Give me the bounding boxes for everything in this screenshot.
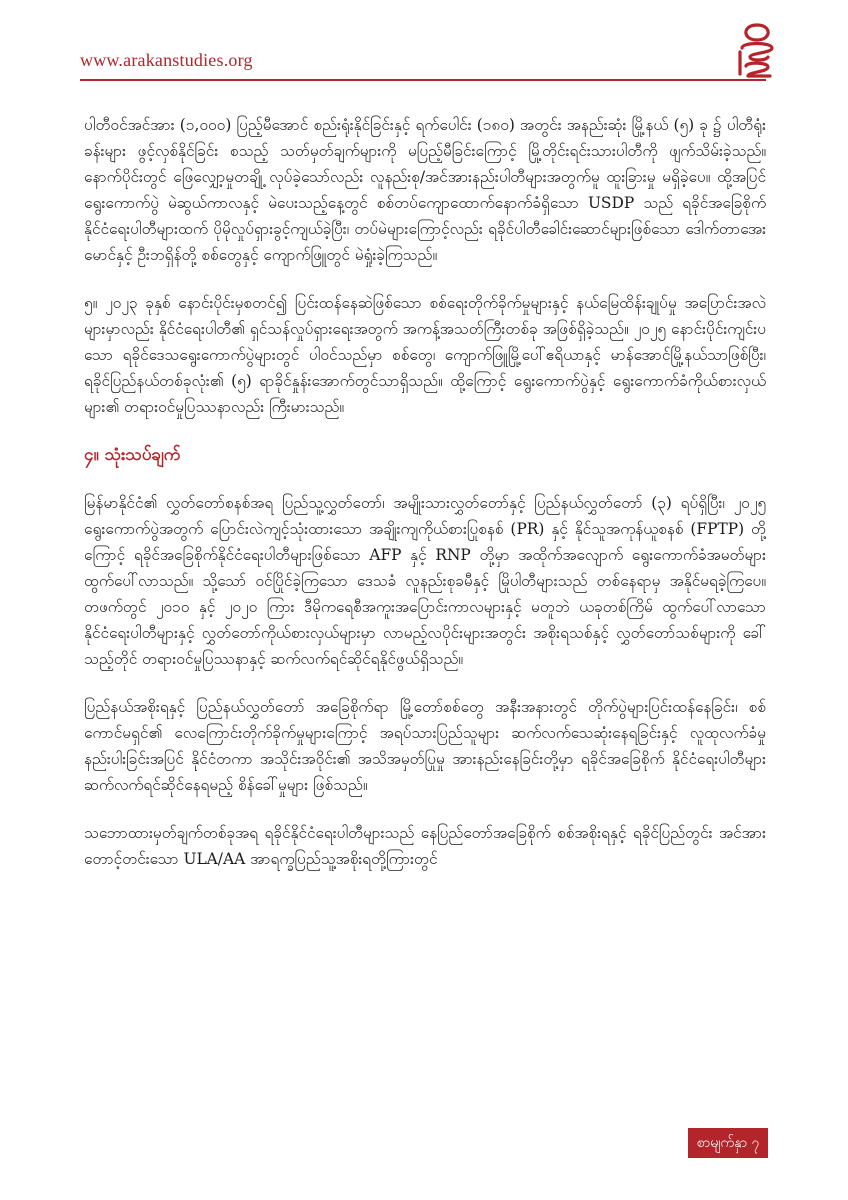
section-heading: ၄။ သုံးသပ်ချက် [84,445,181,465]
header-divider [80,79,766,81]
arakan-studies-logo-icon [736,20,778,80]
document-body [84,112,766,894]
page-number-badge: စာမျက်နှာ ၇ [688,1128,768,1158]
body-paragraph-1: ပါတီဝင်အင်အား (၁,၀၀၀) ပြည့်မီအောင် စည်းရုံးနိုင်ခြင်းနှင့် ရက်ပေါင်း (၁၈၀) အတွင်း အနည်းဆုံး မြို့နယ် (၅) ခု ၌ ပါတီရုံးခန်းများ ဖွင့်လှစ်နိုင်ခြင်း စသည့် သတ်မှတ်ချက်များကို မပြည့်မီခြင်းကြောင့် မြို့တိုင်းရင်းသားပါတီကို ဖျက်သိမ်းခဲ့သည်။ နောက်ပိုင်းတွင် ဖြေလျှော့မှုတချို့ လုပ်ခဲ့သော်လည်း လူနည်းစု/အင်အားနည်းပါတီများအတွက်မူ ထူးခြားမှု မရှိခဲ့ပေ။ ထို့အပြင် ရွေးကောက်ပွဲ မဲဆွယ်ကာလနှင့် မဲပေးသည့်နေ့တွင် စစ်တပ်ကျောထောက်နောက်ခံရှိသော USDP သည် ရခိုင်အခြေစိုက်နိုင်ငံရေးပါတီများထက် ပိုမိုလှုပ်ရှားခွင့်ကျယ်ခဲ့ပြီး၊ တပ်မဲများကြောင့်လည်း ရခိုင်ပါတီခေါင်းဆောင်များဖြစ်သော ဒေါက်တာအေးမောင်နှင့် ဦးဘရှိန်တို့ စစ်တွေနှင့် ကျောက်ဖြူတွင် မဲရှုံးခဲ့ကြသည်။ [84,116,766,264]
body-paragraph-4: ပြည်နယ်အစိုးရနှင့် ပြည်နယ်လွှတ်တော် အခြေစိုက်ရာ မြို့တော်စစ်တွေ အနီးအနားတွင် တိုက်ပွဲများပြင်းထန်နေခြင်း၊ စစ်ကောင်မရှင်၏ လေကြောင်းတိုက်ခိုက်မှုများကြောင့် အရပ်သားပြည်သူများ ဆက်လက်သေဆုံးနေရခြင်းနှင့် လူထုလက်ခံမှုနည်းပါးခြင်းအပြင် နိုင်ငံတကာ အသိုင်းအဝိုင်း၏ အသိအမှတ်ပြုမှု အားနည်းနေခြင်းတို့မှာ ရခိုင်အခြေစိုက် နိုင်ငံရေးပါတီများ ဆက်လက်ရင်ဆိုင်နေရမည့် စိန်ခေါ်မှုများ ဖြစ်သည်။ [84,698,766,794]
body-paragraph-5: သဘောထားမှတ်ချက်တစ်ခုအရ ရခိုင်နိုင်ငံရေးပါတီများသည် နေပြည်တော်အခြေစိုက် စစ်အစိုးရနှင့် ရခိုင်ပြည်တွင်း အင်အားတောင့်တင်းသော ULA/AA အာရက္ခပြည်သူ့အစိုးရတို့ကြားတွင် [84,824,766,868]
body-paragraph-3: မြန်မာနိုင်ငံ၏ လွှတ်တော်စနစ်အရ ပြည်သူ့လွှတ်တော်၊ အမျိုးသားလွှတ်တော်နှင့် ပြည်နယ်လွှတ်တော် (၃) ရပ်ရှိပြီး၊ ၂၀၂၅ ရွေးကောက်ပွဲအတွက် ပြောင်းလဲကျင့်သုံးထားသော အချိုးကျကိုယ်စားပြုစနစ် (PR) နှင့် နိုင်သူအကုန်ယူစနစ် (FPTP) တို့ကြောင့် ရခိုင်အခြေစိုက်နိုင်ငံရေးပါတီများဖြစ်သော AFP နှင့် RNP တို့မှာ အထိုက်အလျောက် ရွေးကောက်ခံအမတ်များ ထွက်ပေါ်လာသည်။ သို့သော် ဝင်ပြိုင်ခဲ့ကြသော ဒေသခံ လူနည်းစုခမီနှင့် မြိုပါတီများသည် တစ်နေရာမှ အနိုင်မရခဲ့ကြပေ။ တဖက်တွင် ၂၀၁၀ နှင့် ၂၀၂၀ ကြား ဒီမိုကရေစီအကူးအပြောင်းကာလများနှင့် မတူဘဲ ယခုတစ်ကြိမ် ထွက်ပေါ်လာသော နိုင်ငံရေးပါတီများနှင့် လွှတ်တော်ကိုယ်စားလှယ်များမှာ လာမည့်လပိုင်းများအတွင်း အစိုးရသစ်နှင့် လွှတ်တော်သစ်များကို ခေါ်သည့်တိုင် တရားဝင်မှုပြဿနာနှင့် ဆက်လက်ရင်ဆိုင်ရနိုင်ဖွယ်ရှိသည်။ [84,494,766,668]
page-header [0,0,848,90]
body-paragraph-2: ၅။ ၂၀၂၃ ခုနှစ် နောင်းပိုင်းမှစတင်၍ ပြင်းထန်နေဆဲဖြစ်သော စစ်ရေးတိုက်ခိုက်မှုများနှင့် နယ်မြေထိန်းချုပ်မှု အပြောင်းအလဲများမှာလည်း နိုင်ငံရေးပါတီ၏ ရှင်သန်လှုပ်ရှားရေးအတွက် အကန့်အသတ်ကြီးတစ်ခု အဖြစ်ရှိခဲ့သည်။ ၂၀၂၅ နောင်းပိုင်းကျင်းပသော ရခိုင်ဒေသရွေးကောက်ပွဲများတွင် ပါဝင်သည်မှာ စစ်တွေ၊ ကျောက်ဖြူမြို့ပေါ်ဧရိယာနှင့် မာန်အောင်မြို့နယ်သာဖြစ်ပြီး၊ ရခိုင်ပြည်နယ်တစ်ခုလုံး၏ (၅) ရာခိုင်နှုန်းအောက်တွင်သာရှိသည်။ ထို့ကြောင့် ရွေးကောက်ပွဲနှင့် ရွေးကောက်ခံကိုယ်စားလှယ်များ၏ တရားဝင်မှုပြဿနာလည်း ကြီးမားသည်။ [84,294,766,416]
site-url[interactable]: www.arakanstudies.org [80,50,253,70]
